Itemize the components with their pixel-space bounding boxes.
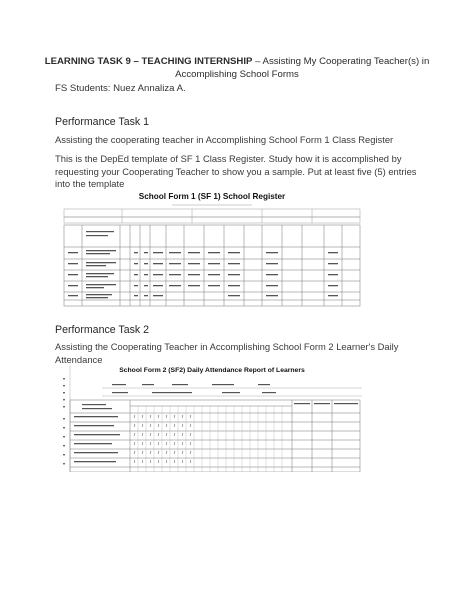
sf1-form-title: School Form 1 (SF 1) School Register [138, 192, 286, 201]
title-bold: LEARNING TASK 9 – TEACHING INTERNSHIP [44, 56, 253, 67]
title-rest: – Assisting My Cooperating Teacher(s) in Accomplishing School Forms [175, 56, 430, 80]
task1-line1: Assisting the cooperating teacher in Accomplishing School Form 1 Class Register [55, 134, 394, 145]
task2-line1: Assisting the Cooperating Teacher in Accomplishing School Form 2 Learner's Daily Attendance [55, 341, 399, 365]
task2-heading: Performance Task 2 [55, 324, 150, 336]
task1-line2: This is the DepEd template of SF 1 Class Register. Study how it is accomplished by requesting your Cooperating Teacher to show you a sample. Put at least five (5) entries into the template [55, 153, 417, 190]
sf2-form-title: School Form 2 (SF2) Daily Attendance Report of Learners [119, 367, 305, 374]
sf2-form-image [62, 366, 362, 472]
sf1-table-graphic [62, 191, 362, 308]
sf1-form-image [62, 191, 362, 308]
students-line: FS Students: Nuez Annaliza A. [55, 83, 186, 94]
sf2-table-graphic [62, 366, 362, 472]
task1-heading: Performance Task 1 [55, 116, 150, 128]
document-title [40, 55, 434, 81]
